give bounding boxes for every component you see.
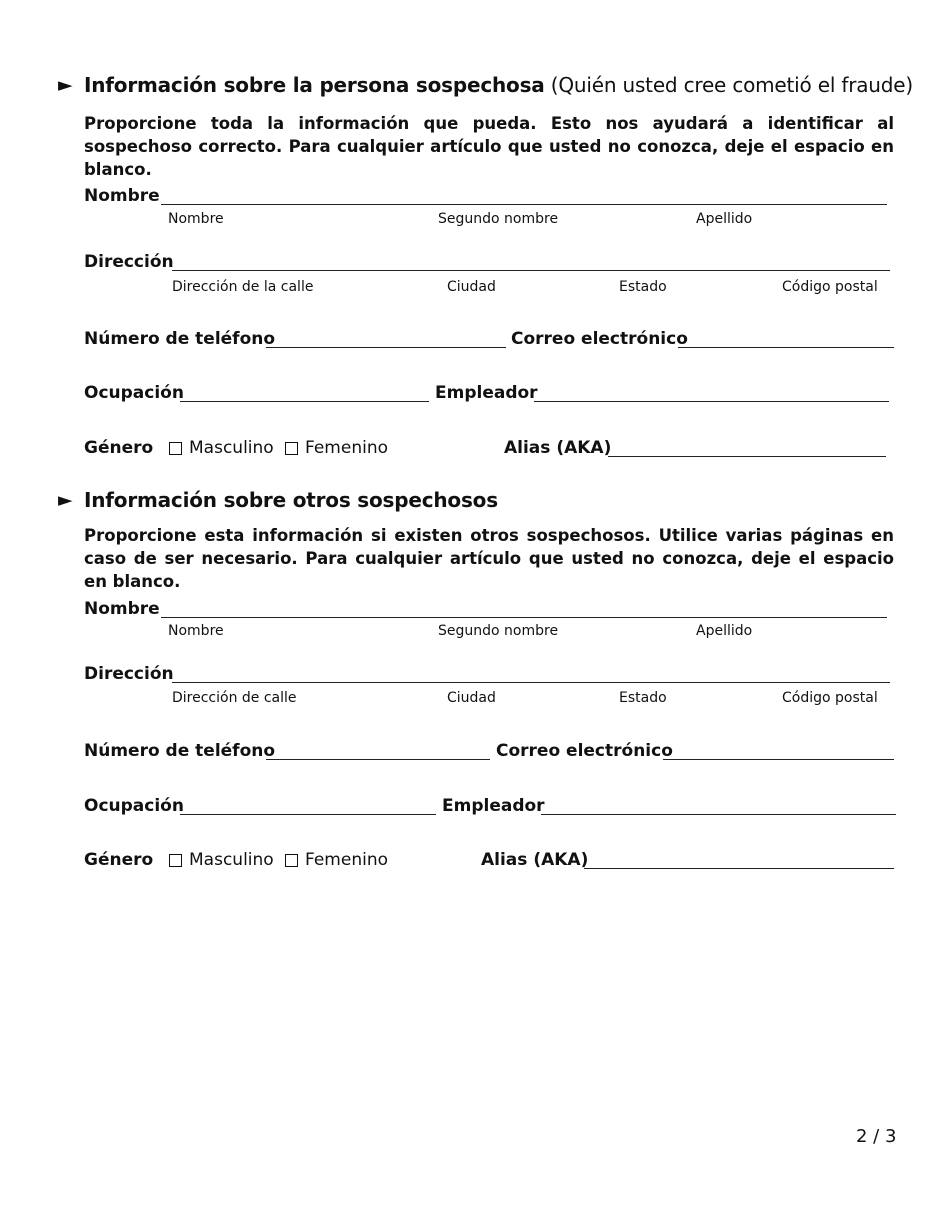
s2-employer-field[interactable] [541,814,896,815]
s1-gender-female-checkbox[interactable] [285,438,388,458]
checkbox-icon [169,442,182,455]
s1-address-label: Dirección [84,252,174,272]
s2-occupation-label: Ocupación [84,796,184,816]
s2-alias-label: Alias (AKA) [481,850,589,870]
s1-alias-field[interactable] [608,456,886,457]
s1-address-sub-street: Dirección de la calle [172,279,314,295]
s2-address-sub-state: Estado [619,690,667,706]
s1-name-label: Nombre [84,186,160,206]
s2-gender-female-checkbox[interactable] [285,850,388,870]
s2-occupation-field[interactable] [180,814,436,815]
s1-email-field[interactable] [678,347,894,348]
s1-phone-field[interactable] [266,347,506,348]
s1-gender-label: Género [84,438,154,458]
s2-address-sub-city: Ciudad [447,690,496,706]
s2-name-label: Nombre [84,599,160,619]
section-arrow-icon: ► [58,489,73,511]
s2-phone-field[interactable] [266,759,490,760]
checkbox-icon [169,854,182,867]
s1-name-field[interactable] [161,204,887,205]
section1-intro: Proporcione toda la información que pueda. Esto nos ayudará a identificar al sospechoso correcto. Para cualquier artículo que usted no conozca, deje el espacio en blanco. [84,114,894,179]
section2-intro: Proporcione esta información si existen otros sospechosos. Utilice varias páginas en caso de ser necesario. Para cualquier artículo que usted no conozca, deje el espacio en blanco. [84,526,894,591]
s1-name-sub-middle: Segundo nombre [438,211,559,227]
s1-employer-field[interactable] [534,401,889,402]
s2-gender-male-label: Masculino [189,850,274,870]
section1-heading [84,73,913,97]
s1-occupation-label: Ocupación [84,383,184,403]
s2-address-label: Dirección [84,664,174,684]
s2-gender-female-label: Femenino [305,850,388,870]
s1-alias-label: Alias (AKA) [504,438,612,458]
s1-email-label: Correo electrónico [511,329,688,349]
s2-employer-label: Empleador [442,796,545,816]
s2-name-sub-first: Nombre [168,623,224,639]
s1-phone-label: Número de teléfono [84,329,276,349]
s2-name-sub-last: Apellido [696,623,753,639]
checkbox-icon [285,442,298,455]
s1-gender-male-checkbox[interactable] [169,438,274,458]
s2-name-field[interactable] [161,617,887,618]
s2-name-sub-middle: Segundo nombre [438,623,559,639]
s2-gender-male-checkbox[interactable] [169,850,274,870]
s2-email-field[interactable] [663,759,894,760]
s2-gender-label: Género [84,850,154,870]
s1-address-sub-city: Ciudad [447,279,496,295]
page-number: 2 / 3 [856,1126,897,1147]
s1-address-sub-zip: Código postal [782,279,878,295]
checkbox-icon [285,854,298,867]
section2-heading-bold: Información sobre otros sospechosos [84,488,498,512]
s2-phone-label: Número de teléfono [84,741,276,761]
section-arrow-icon: ► [58,74,73,96]
section1-heading-note: (Quién usted cree cometió el fraude) [550,73,913,97]
s1-name-sub-last: Apellido [696,211,753,227]
s2-address-sub-street: Dirección de calle [172,690,297,706]
section1-heading-bold: Información sobre la persona sospechosa [84,73,545,97]
s2-address-field[interactable] [172,682,890,683]
s1-occupation-field[interactable] [180,401,429,402]
s2-email-label: Correo electrónico [496,741,673,761]
s2-address-sub-zip: Código postal [782,690,878,706]
s1-gender-female-label: Femenino [305,438,388,458]
s1-gender-male-label: Masculino [189,438,274,458]
s1-address-sub-state: Estado [619,279,667,295]
section2-heading [84,488,498,512]
s1-employer-label: Empleador [435,383,538,403]
s1-name-sub-first: Nombre [168,211,224,227]
s2-alias-field[interactable] [584,868,894,869]
s1-address-field[interactable] [172,270,890,271]
